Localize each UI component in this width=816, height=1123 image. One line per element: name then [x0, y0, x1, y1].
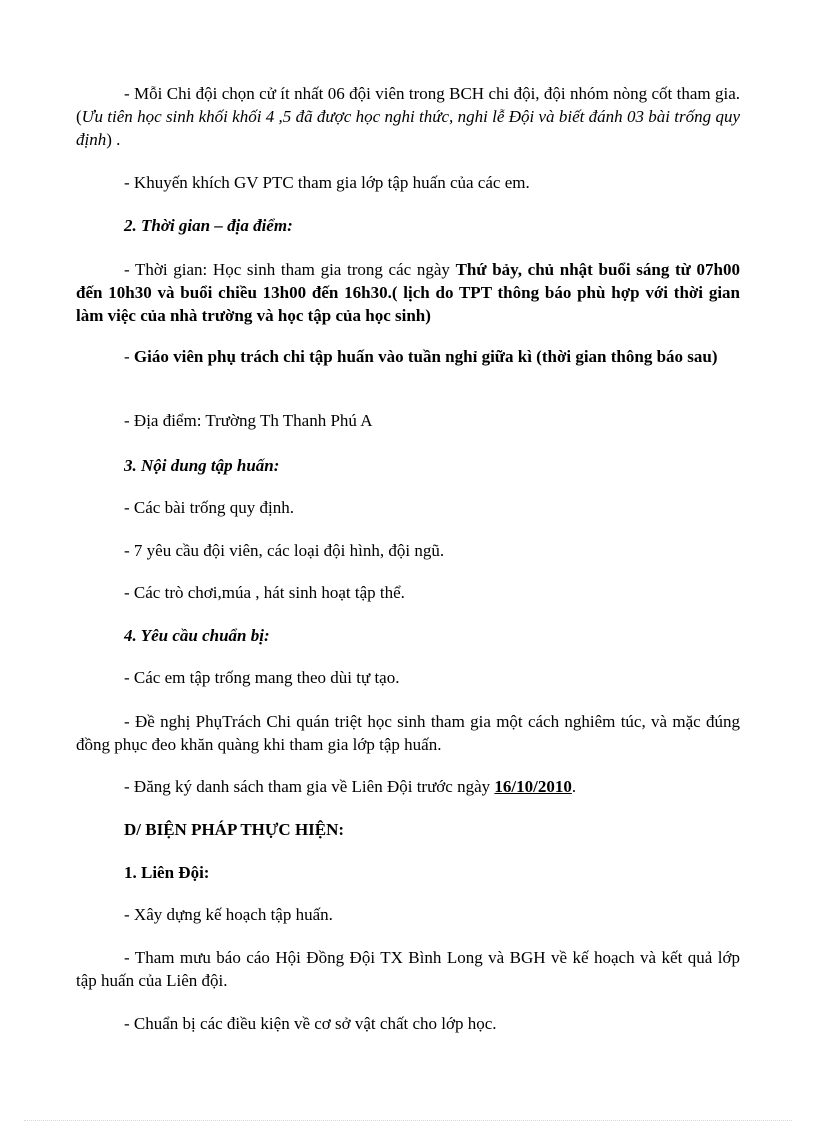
paragraph-teacher-training	[76, 345, 740, 368]
dash: -	[124, 347, 134, 366]
paragraph-end: .	[571, 777, 577, 796]
heading-training-content: 3. Nội dung tập huấn:	[124, 456, 280, 475]
paragraph-drumsticks: - Các em tập trống mang theo dùi tự tạo.	[124, 668, 400, 687]
paragraph-text: - Mỗi Chi đội chọn cử ít nhất 06 đội viên trong BCH chi đội, đội nhóm nòng cốt tham gia. (	[76, 84, 740, 126]
paragraph-text: - Đăng ký danh sách tham gia về Liên Đội trước ngày	[124, 777, 495, 796]
page-bottom-divider	[24, 1120, 792, 1121]
italic-note: Ưu tiên học sinh khối khối 4 ,5 đã được học nghi thức, nghi lễ Đội và biết đánh 03 bài trống quy định	[76, 107, 740, 149]
paragraph-facilities: - Chuẩn bị các điều kiện về cơ sở vật chất cho lớp học.	[124, 1014, 497, 1033]
paragraph-member-selection	[76, 82, 740, 151]
heading-lien-doi: 1. Liên Đội:	[124, 863, 210, 882]
paragraph-games: - Các trò chơi,múa , hát sinh hoạt tập thể.	[124, 583, 405, 602]
paragraph-drum-lessons: - Các bài trống quy định.	[124, 498, 294, 517]
paragraph-uniform: - Đề nghị PhụTrách Chi quán triệt học sinh tham gia một cách nghiêm túc, và mặc đúng đồng phục đeo khăn quàng khi tham gia lớp tập huấn.	[76, 712, 740, 754]
paragraph-requirements: - 7 yêu cầu đội viên, các loại đội hình, đội ngũ.	[124, 541, 445, 560]
paragraph-location: - Địa điểm: Trường Th Thanh Phú A	[124, 411, 373, 430]
paragraph-teacher-encourage: - Khuyến khích GV PTC tham gia lớp tập huấn của các em.	[124, 173, 530, 192]
paragraph-report: - Tham mưu báo cáo Hội Đồng Đội TX Bình Long và BGH về kế hoạch và kết quả lớp tập huấn của Liên đội.	[76, 948, 740, 990]
deadline-date: 16/10/2010	[494, 777, 572, 796]
paragraph-text: - Thời gian: Học sinh tham gia trong các ngày	[124, 260, 456, 279]
paragraph-registration	[76, 775, 740, 798]
heading-time-location: 2. Thời gian – địa điểm:	[124, 216, 293, 235]
paragraph-time	[76, 258, 740, 327]
paragraph-end: ) .	[106, 130, 121, 149]
heading-implementation: D/ BIỆN PHÁP THỰC HIỆN:	[124, 820, 345, 839]
paragraph-plan: - Xây dựng kế hoạch tập huấn.	[124, 905, 333, 924]
bold-schedule: Thứ bảy, chủ nhật buổi sáng từ 07h00 đến 10h30 và buổi chiều 13h00 đến 16h30.( lịch do TPT thông báo phù hợp với thời gian làm việc của nhà trường và học tập của học sinh)	[76, 260, 741, 325]
heading-preparation: 4. Yêu cầu chuẩn bị:	[124, 626, 270, 645]
bold-teacher-note: Giáo viên phụ trách chi tập huấn vào tuần nghỉ giữa kì (thời gian thông báo sau)	[133, 347, 718, 366]
